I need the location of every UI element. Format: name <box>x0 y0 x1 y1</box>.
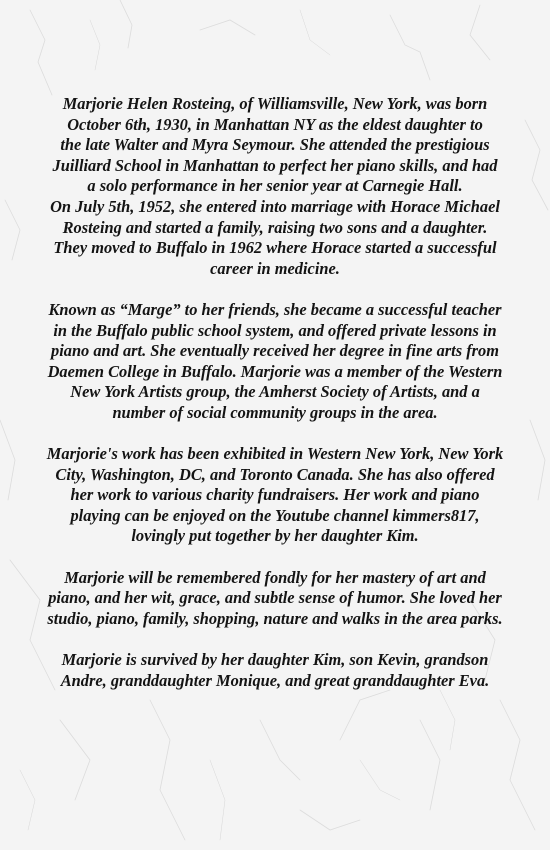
text-line: On July 5th, 1952, she entered into marriage with Horace Michael <box>50 196 500 216</box>
paragraph-exhibitions <box>22 444 528 547</box>
paragraph-career <box>22 300 528 424</box>
text-line: the late Walter and Myra Seymour. She attended the prestigious <box>60 135 490 155</box>
paragraph-survivors <box>22 650 528 691</box>
text-line: Andre, granddaughter Monique, and great granddaughter Eva. <box>60 670 490 690</box>
paragraph-biography <box>22 94 528 279</box>
text-line: Juilliard School in Manhattan to perfect her piano skills, and had <box>52 155 498 175</box>
text-line: Known as “Marge” to her friends, she became a successful teacher <box>48 299 502 319</box>
text-line: her work to various charity fundraisers. Her work and piano <box>70 485 480 505</box>
paragraph-remembrance <box>22 568 528 630</box>
text-line: lovingly put together by her daughter Kim. <box>131 526 419 546</box>
text-line: New York Artists group, the Amherst Society of Artists, and a <box>70 382 480 402</box>
text-line: Marjorie is survived by her daughter Kim, son Kevin, grandson <box>61 650 489 670</box>
text-line: a solo performance in her senior year at Carnegie Hall. <box>87 176 463 196</box>
text-line: in the Buffalo public school system, and offered private lessons in <box>53 320 497 340</box>
text-line: Marjorie will be remembered fondly for her mastery of art and <box>64 567 486 587</box>
text-line: studio, piano, family, shopping, nature and walks in the area parks. <box>47 608 503 628</box>
text-line: City, Washington, DC, and Toronto Canada. She has also offered <box>55 464 495 484</box>
text-line: Rosteing and started a family, raising two sons and a daughter. <box>62 217 488 237</box>
text-line: piano, and her wit, grace, and subtle sense of humor. She loved her <box>48 588 502 608</box>
text-line: Marjorie Helen Rosteing, of Williamsville, New York, was born <box>62 94 488 113</box>
text-line: number of social community groups in the area. <box>112 402 438 422</box>
obituary-text <box>22 94 528 691</box>
text-line: Daemen College in Buffalo. Marjorie was a member of the Western <box>47 361 503 381</box>
text-line: Marjorie's work has been exhibited in Western New York, New York <box>46 444 504 464</box>
text-line: playing can be enjoyed on the Youtube channel kimmers817, <box>70 505 480 525</box>
text-line: piano and art. She eventually received her degree in fine arts from <box>51 341 499 361</box>
text-line: October 6th, 1930, in Manhattan NY as the eldest daughter to <box>67 114 483 134</box>
text-line: They moved to Buffalo in 1962 where Horace started a successful <box>53 238 497 258</box>
text-line: career in medicine. <box>210 258 340 278</box>
